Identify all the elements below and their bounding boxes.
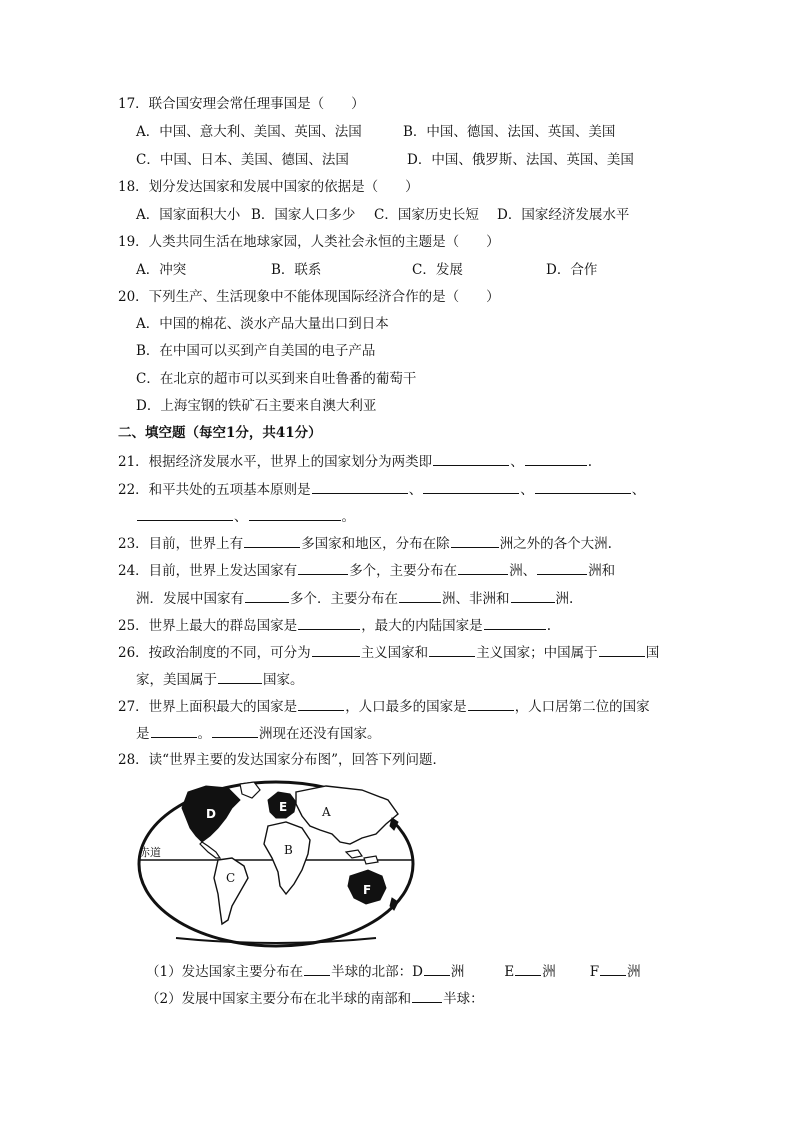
q25-blank-2[interactable] xyxy=(484,616,546,630)
map-label-c: C xyxy=(226,871,236,885)
q26-blank-4[interactable] xyxy=(218,670,262,684)
q19-option-d: D．合作 xyxy=(546,262,598,278)
q26-text-5: 家，美国属于 xyxy=(136,672,217,688)
q24-blank-6[interactable] xyxy=(511,589,555,603)
question-18-stem: 18．划分发达国家和发展中国家的依据是（ ） xyxy=(118,179,419,195)
q18-option-c: C．国家历史长短 xyxy=(374,207,479,223)
q22-sep-4: 、 xyxy=(234,509,248,525)
q25-blank-1[interactable] xyxy=(298,616,360,630)
question-20-stem: 20．下列生产、生活现象中不能体现国际经济合作的是（ ） xyxy=(118,289,500,305)
q27-blank-4[interactable] xyxy=(212,724,258,738)
question-24 xyxy=(118,561,615,580)
q28-s1-text-4: E xyxy=(504,964,515,980)
q28-s1-text-2: 半球的北部：D xyxy=(331,964,423,980)
q19-option-c: C．发展 xyxy=(412,262,463,278)
q28-s1-blank-2[interactable] xyxy=(424,962,450,976)
question-28-stem: 28．读“世界主要的发达国家分布图”，回答下列问题． xyxy=(118,752,446,768)
question-27-continued xyxy=(136,724,381,743)
q24-blank-3[interactable] xyxy=(537,561,587,575)
q26-text-3: 主义国家；中国属于 xyxy=(476,645,598,661)
q21-text-3: . xyxy=(587,454,592,470)
map-label-a: A xyxy=(322,805,331,819)
question-21 xyxy=(118,452,592,471)
q28-s1-text-5: 洲 xyxy=(542,964,556,980)
map-label-d: D xyxy=(206,807,216,821)
q28-s2-text-1: （2）发展中国家主要分布在北半球的南部和 xyxy=(146,991,412,1007)
q28-s2-text-2: 半球： xyxy=(443,991,484,1007)
q28-s1-text-7: 洲 xyxy=(627,964,641,980)
q24-text-1: 24．目前，世界上发达国家有 xyxy=(118,563,298,579)
q26-text-6: 国家。 xyxy=(263,672,304,688)
q26-blank-3[interactable] xyxy=(599,643,645,657)
q22-blank-3[interactable] xyxy=(535,480,631,494)
question-23 xyxy=(118,534,612,553)
q17-option-c: C．中国、日本、美国、德国、法国 xyxy=(136,152,349,168)
q26-text-4: 国 xyxy=(645,645,660,661)
q27-text-5: 。 xyxy=(197,726,211,742)
q20-option-b: B．在中国可以买到产自美国的电子产品 xyxy=(136,343,376,359)
q21-blank-1[interactable] xyxy=(433,452,509,466)
q27-text-6: 洲现在还没有国家。 xyxy=(259,726,381,742)
question-25 xyxy=(118,616,551,635)
q22-blank-4[interactable] xyxy=(137,507,233,521)
q21-blank-2[interactable] xyxy=(525,452,587,466)
q19-option-b: B．联系 xyxy=(271,262,322,278)
section-title-fill-in: 二、填空题（每空1分，共41分） xyxy=(118,425,322,441)
q22-sep-2: 、 xyxy=(520,482,534,498)
q24-text-2: 多个，主要分布在 xyxy=(349,563,458,579)
q27-text-4: 是 xyxy=(136,726,150,742)
q22-blank-1[interactable] xyxy=(312,480,408,494)
q26-text-2: 主义国家和 xyxy=(360,645,429,661)
equator-label: 赤道 xyxy=(139,846,161,859)
question-22 xyxy=(118,480,645,499)
q21-text-1: 21．根据经济发展水平，世界上的国家划分为两类即 xyxy=(118,454,433,470)
q23-text-1: 23．目前，世界上有 xyxy=(118,536,244,552)
q28-s1-blank-1[interactable] xyxy=(304,962,330,976)
q27-blank-3[interactable] xyxy=(151,724,197,738)
q25-text-3: . xyxy=(546,618,551,634)
map-label-e: E xyxy=(279,800,288,814)
q22-text-1: 22．和平共处的五项基本原则是 xyxy=(118,482,311,498)
q21-text-2: 、 xyxy=(510,454,524,470)
question-27 xyxy=(118,697,650,716)
q26-blank-2[interactable] xyxy=(429,643,475,657)
q22-sep-1: 、 xyxy=(408,482,423,498)
q27-text-2: ，人口最多的国家是 xyxy=(345,699,467,715)
q22-sep-3: 、 xyxy=(631,482,646,498)
q23-text-3: 洲之外的各个大洲. xyxy=(499,536,612,552)
q27-text-3: ，人口居第二位的国家 xyxy=(514,699,650,715)
question-22-continued xyxy=(136,507,355,526)
q27-text-1: 27．世界上面积最大的国家是 xyxy=(118,699,298,715)
map-label-b: B xyxy=(284,843,293,857)
q18-option-a: A．国家面积大小 xyxy=(136,207,241,223)
q28-subquestion-2 xyxy=(146,989,484,1008)
question-24-continued xyxy=(136,589,573,608)
q17-option-b: B．中国、德国、法国、英国、美国 xyxy=(403,124,616,140)
q24-text-5: 洲．发展中国家有 xyxy=(136,591,244,607)
q24-text-7: 洲、非洲和 xyxy=(442,591,510,607)
question-17-stem: 17．联合国安理会常任理事国是（ ） xyxy=(118,96,365,112)
q28-s1-blank-4[interactable] xyxy=(600,962,626,976)
q24-blank-5[interactable] xyxy=(399,589,441,603)
q28-s2-blank-1[interactable] xyxy=(412,989,442,1003)
q24-blank-2[interactable] xyxy=(458,561,508,575)
q28-s1-text-3: 洲 xyxy=(450,964,465,980)
world-developed-countries-map xyxy=(136,778,416,950)
q25-text-2: ，最大的内陆国家是 xyxy=(361,618,483,634)
q22-blank-5[interactable] xyxy=(249,507,341,521)
q22-blank-2[interactable] xyxy=(423,480,519,494)
q24-text-4: 洲和 xyxy=(588,563,616,579)
q20-option-c: C．在北京的超市可以买到来自吐鲁番的葡萄干 xyxy=(136,371,417,387)
q25-text-1: 25．世界上最大的群岛国家是 xyxy=(118,618,298,634)
question-19-stem: 19．人类共同生活在地球家园，人类社会永恒的主题是（ ） xyxy=(118,234,500,250)
q24-blank-1[interactable] xyxy=(298,561,348,575)
q27-blank-1[interactable] xyxy=(298,697,344,711)
q27-blank-2[interactable] xyxy=(468,697,514,711)
q24-blank-4[interactable] xyxy=(245,589,289,603)
q23-text-2: 多国家和地区，分布在除 xyxy=(301,536,450,552)
question-26 xyxy=(118,643,659,662)
q23-blank-1[interactable] xyxy=(244,534,300,548)
q26-blank-1[interactable] xyxy=(312,643,360,657)
q20-option-d: D．上海宝钢的铁矿石主要来自澳大利亚 xyxy=(136,398,377,414)
map-label-f: F xyxy=(363,883,372,897)
q22-end: 。 xyxy=(341,509,355,525)
q23-blank-2[interactable] xyxy=(451,534,499,548)
q28-s1-blank-3[interactable] xyxy=(515,962,541,976)
q26-text-1: 26．按政治制度的不同，可分为 xyxy=(118,645,311,661)
q17-option-d: D．中国、俄罗斯、法国、英国、美国 xyxy=(407,152,634,168)
q18-option-b: B．国家人口多少 xyxy=(251,207,356,223)
q28-subquestion-1 xyxy=(146,962,641,981)
q28-s1-text-6: F xyxy=(589,964,600,980)
q19-option-a: A．冲突 xyxy=(136,262,187,278)
q24-text-8: 洲. xyxy=(555,591,574,607)
q28-s1-text-1: （1）发达国家主要分布在 xyxy=(146,964,304,980)
q17-option-a: A．中国、意大利、美国、英国、法国 xyxy=(136,124,362,140)
q20-option-a: A．中国的棉花、淡水产品大量出口到日本 xyxy=(136,316,389,332)
q24-text-3: 洲、 xyxy=(509,563,537,579)
question-26-continued xyxy=(136,670,304,689)
q24-text-6: 多个．主要分布在 xyxy=(290,591,398,607)
q18-option-d: D．国家经济发展水平 xyxy=(497,207,630,223)
